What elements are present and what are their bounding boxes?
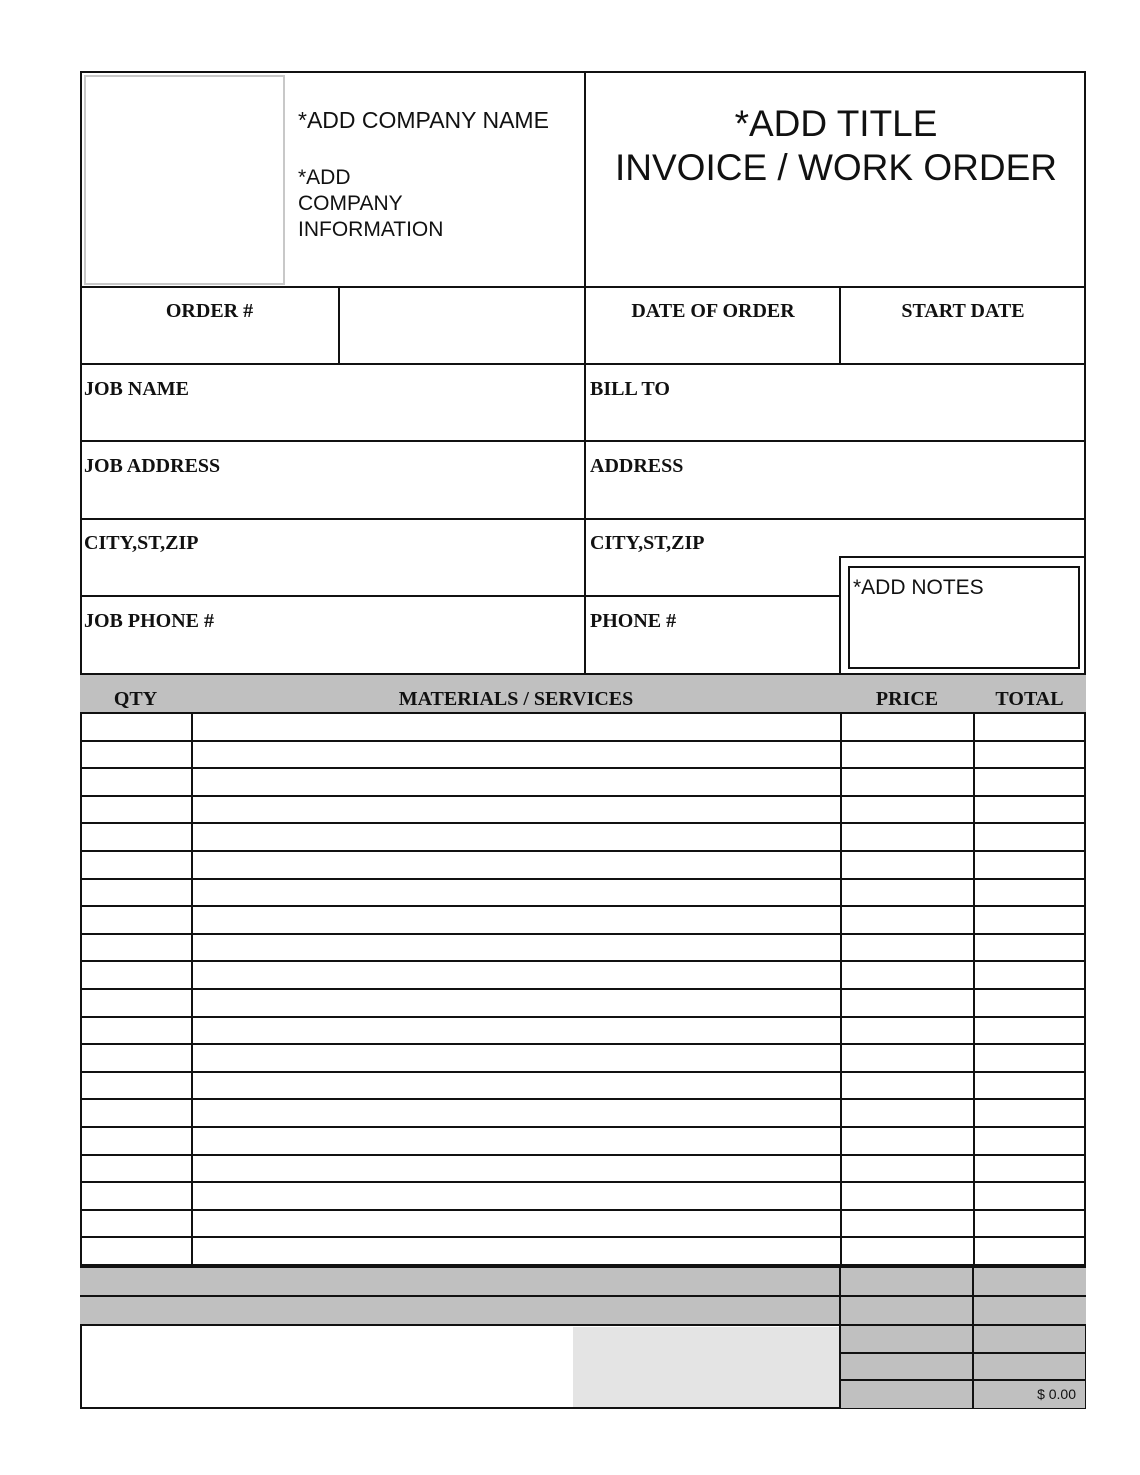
company-info[interactable] <box>298 165 443 243</box>
price-cell[interactable] <box>840 935 973 963</box>
materials-header: MATERIALS / SERVICES <box>398 688 634 710</box>
price-cell[interactable] <box>840 990 973 1018</box>
price-cell[interactable] <box>840 1073 973 1101</box>
bill-to-label[interactable]: BILL TO <box>590 378 670 400</box>
price-cell[interactable] <box>840 852 973 880</box>
price-cell[interactable] <box>840 769 973 797</box>
price-cell[interactable] <box>840 962 973 990</box>
summary-row <box>80 1266 1086 1297</box>
total-cell[interactable] <box>973 935 1086 963</box>
qty-cell[interactable] <box>80 962 191 990</box>
order-number-field[interactable] <box>340 288 584 363</box>
job-name-label[interactable]: JOB NAME <box>84 378 189 400</box>
price-cell[interactable] <box>840 1183 973 1211</box>
total-cell[interactable] <box>973 1018 1086 1046</box>
description-cell[interactable] <box>191 852 840 880</box>
comments-area[interactable] <box>82 1327 573 1407</box>
start-date-label[interactable]: START DATE <box>901 300 1025 322</box>
qty-cell[interactable] <box>80 769 191 797</box>
price-cell[interactable] <box>840 742 973 770</box>
total-header: TOTAL <box>995 688 1064 710</box>
description-cell[interactable] <box>191 1018 840 1046</box>
job-city-label[interactable]: CITY,ST,ZIP <box>84 532 199 554</box>
description-cell[interactable] <box>191 1073 840 1101</box>
description-cell[interactable] <box>191 1128 840 1156</box>
description-cell[interactable] <box>191 1238 840 1266</box>
description-cell[interactable] <box>191 935 840 963</box>
price-cell[interactable] <box>840 1211 973 1239</box>
price-cell[interactable] <box>840 1018 973 1046</box>
summary-row <box>80 1297 1086 1326</box>
total-cell[interactable] <box>973 1100 1086 1128</box>
description-cell[interactable] <box>191 797 840 825</box>
logo-placeholder[interactable] <box>84 75 285 285</box>
divider <box>840 1379 1086 1381</box>
qty-cell[interactable] <box>80 742 191 770</box>
total-cell[interactable] <box>973 797 1086 825</box>
description-cell[interactable] <box>191 962 840 990</box>
total-cell[interactable] <box>973 714 1086 742</box>
qty-cell[interactable] <box>80 1100 191 1128</box>
price-header: PRICE <box>875 688 939 710</box>
price-cell[interactable] <box>840 880 973 908</box>
description-cell[interactable] <box>191 880 840 908</box>
bill-city-label[interactable]: CITY,ST,ZIP <box>590 532 705 554</box>
price-cell[interactable] <box>840 1238 973 1266</box>
total-cell[interactable] <box>973 1238 1086 1266</box>
total-cell[interactable] <box>973 1045 1086 1073</box>
qty-header: QTY <box>113 688 158 710</box>
qty-cell[interactable] <box>80 935 191 963</box>
job-phone-label[interactable]: JOB PHONE # <box>84 610 215 632</box>
notes-box[interactable] <box>848 566 1080 669</box>
total-cell[interactable] <box>973 1183 1086 1211</box>
price-cell[interactable] <box>840 907 973 935</box>
description-cell[interactable] <box>191 1211 840 1239</box>
address-label[interactable]: ADDRESS <box>590 455 684 477</box>
price-cell[interactable] <box>840 1100 973 1128</box>
description-cell[interactable] <box>191 1183 840 1211</box>
total-cell[interactable] <box>973 1156 1086 1184</box>
order-number-label: ORDER # <box>165 300 254 322</box>
qty-cell[interactable] <box>80 1238 191 1266</box>
company-info-line: COMPANY <box>298 192 403 215</box>
job-address-label[interactable]: JOB ADDRESS <box>84 455 221 477</box>
qty-cell[interactable] <box>80 797 191 825</box>
grand-total-value: $ 0.00 <box>1037 1386 1076 1402</box>
qty-cell[interactable] <box>80 852 191 880</box>
total-cell[interactable] <box>973 852 1086 880</box>
description-cell[interactable] <box>191 1045 840 1073</box>
description-cell[interactable] <box>191 907 840 935</box>
phone-label[interactable]: PHONE # <box>590 610 677 632</box>
total-cell[interactable] <box>973 880 1086 908</box>
price-cell[interactable] <box>840 1156 973 1184</box>
description-cell[interactable] <box>191 1156 840 1184</box>
title-line-1: *ADD TITLE <box>734 103 938 144</box>
description-cell[interactable] <box>191 742 840 770</box>
price-cell[interactable] <box>840 824 973 852</box>
qty-cell[interactable] <box>80 1073 191 1101</box>
qty-cell[interactable] <box>80 1183 191 1211</box>
description-cell[interactable] <box>191 990 840 1018</box>
qty-cell[interactable] <box>80 714 191 742</box>
total-cell[interactable] <box>973 1211 1086 1239</box>
qty-cell[interactable] <box>80 907 191 935</box>
qty-cell[interactable] <box>80 1156 191 1184</box>
divider <box>80 595 840 597</box>
qty-cell[interactable] <box>80 1045 191 1073</box>
divider <box>840 1352 1086 1354</box>
title-line-2: INVOICE / WORK ORDER <box>615 147 1057 188</box>
description-cell[interactable] <box>191 769 840 797</box>
price-cell[interactable] <box>840 1045 973 1073</box>
signature-area[interactable] <box>573 1327 840 1407</box>
price-cell[interactable] <box>840 797 973 825</box>
company-info-line: *ADD <box>298 166 351 189</box>
description-cell[interactable] <box>191 824 840 852</box>
divider <box>839 287 841 364</box>
description-cell[interactable] <box>191 714 840 742</box>
total-cell[interactable] <box>973 907 1086 935</box>
price-cell[interactable] <box>840 1128 973 1156</box>
qty-cell[interactable] <box>80 1211 191 1239</box>
document-title[interactable] <box>586 102 1086 190</box>
company-info-line: INFORMATION <box>298 218 444 241</box>
qty-cell[interactable] <box>80 880 191 908</box>
divider <box>80 440 1086 442</box>
qty-cell[interactable] <box>80 824 191 852</box>
total-cell[interactable] <box>973 824 1086 852</box>
qty-cell[interactable] <box>80 1128 191 1156</box>
total-cell[interactable] <box>973 1073 1086 1101</box>
total-cell[interactable] <box>973 962 1086 990</box>
qty-cell[interactable] <box>80 1018 191 1046</box>
notes-text: *ADD NOTES <box>853 576 984 599</box>
total-cell[interactable] <box>973 990 1086 1018</box>
total-cell[interactable] <box>973 742 1086 770</box>
total-cell[interactable] <box>973 769 1086 797</box>
date-of-order-label[interactable]: DATE OF ORDER <box>631 300 795 322</box>
divider <box>839 1266 841 1408</box>
total-cell[interactable] <box>973 1128 1086 1156</box>
divider <box>80 363 1086 365</box>
divider <box>80 518 1086 520</box>
qty-cell[interactable] <box>80 990 191 1018</box>
company-name[interactable]: *ADD COMPANY NAME <box>298 107 549 133</box>
price-cell[interactable] <box>840 714 973 742</box>
description-cell[interactable] <box>191 1100 840 1128</box>
